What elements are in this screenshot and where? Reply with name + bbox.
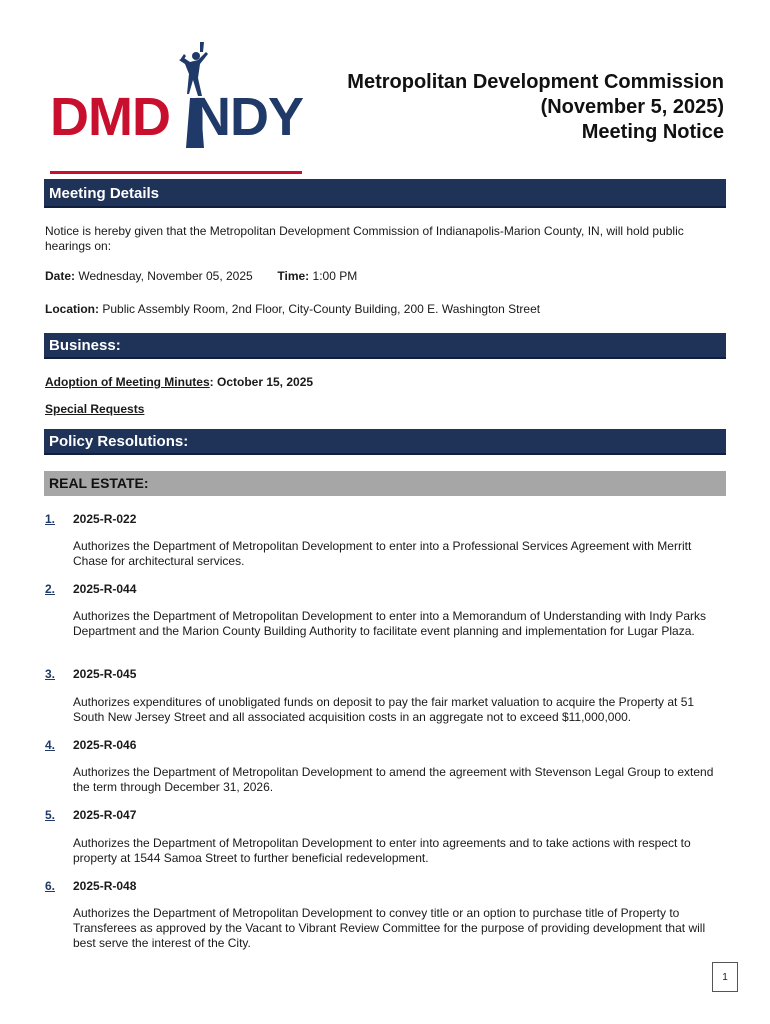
location-row (45, 302, 727, 317)
item-code: 2025-R-046 (73, 738, 137, 752)
item-description: Authorizes the Department of Metropolitan Development to enter into agreements and to take actions with respect to property at 1544 Samoa Street to further beneficial redevelopment. (73, 836, 691, 865)
item-code: 2025-R-047 (73, 808, 137, 822)
date-label: Date: (45, 269, 76, 283)
business-header: Business: (44, 333, 726, 359)
real-estate-header: REAL ESTATE: (44, 471, 726, 496)
title-line-1: Metropolitan Development Commission (347, 71, 724, 93)
item-description: Authorizes the Department of Metropolitan Development to enter into a Professional Services Agreement with Merritt Chase for architectural services. (73, 539, 692, 568)
logo-wordmark (50, 87, 303, 147)
minutes-value: : October 15, 2025 (209, 375, 314, 389)
special-requests: Special Requests (45, 402, 145, 416)
title-line-3: Meeting Notice (581, 121, 724, 143)
item-code: 2025-R-044 (73, 582, 137, 596)
item-code: 2025-R-022 (73, 512, 137, 526)
policy-resolutions-header: Policy Resolutions: (44, 429, 726, 455)
location-label: Location: (45, 302, 99, 316)
item-number[interactable]: 3. (45, 667, 56, 681)
date-value: Wednesday, November 05, 2025 (78, 269, 253, 283)
item-number[interactable]: 5. (45, 808, 56, 822)
page-number: 1 (712, 962, 738, 992)
location-value: Public Assembly Room, 2nd Floor, City-County Building, 200 E. Washington Street (102, 302, 541, 316)
title-line-2: (November 5, 2025) (540, 96, 724, 118)
minutes-label: Adoption of Meeting Minutes (45, 375, 210, 389)
item-code: 2025-R-048 (73, 879, 137, 893)
meeting-details-header: Meeting Details (44, 179, 726, 208)
minutes-row (45, 375, 727, 390)
item-description: Authorizes the Department of Metropolitan Development to amend the agreement with Stevenson Legal Group to extend the term through December 31, 2026. (73, 765, 714, 794)
dmd-indy-logo (50, 40, 310, 155)
item-number[interactable]: 1. (45, 512, 56, 526)
logo-ndy: NDY (191, 87, 303, 147)
item-number[interactable]: 4. (45, 738, 56, 752)
item-number[interactable]: 2. (45, 582, 56, 596)
logo-divider (50, 171, 302, 174)
date-time-row (45, 269, 727, 284)
page-title (347, 70, 724, 145)
item-description: Authorizes expenditures of unobligated funds on deposit to pay the fair market valuation to acquire the Property at 51 South New Jersey Street and all associated acquisition costs in an aggregate not to exceed $11,000,000. (73, 695, 695, 724)
item-description: Authorizes the Department of Metropolitan Development to convey title or an option to purchase title of Property to Transferees as approved by the Vacant to Vibrant Review Committee for the purpose of providing development that will best serve the interest of the City. (73, 906, 706, 950)
logo-dmd: DMD (50, 87, 170, 147)
notice-text: Notice is hereby given that the Metropolitan Development Commission of Indianapolis-Marion County, IN, will hold public hearings on: (45, 224, 684, 253)
time-label: Time: (277, 269, 310, 283)
item-number[interactable]: 6. (45, 879, 56, 893)
time-value: 1:00 PM (312, 269, 358, 283)
item-code: 2025-R-045 (73, 667, 137, 681)
item-description: Authorizes the Department of Metropolitan Development to enter into a Memorandum of Understanding with Indy Parks Department and the Marion County Building Authority to facilitate event planning and implementation for Lugar Plaza. (73, 609, 706, 638)
